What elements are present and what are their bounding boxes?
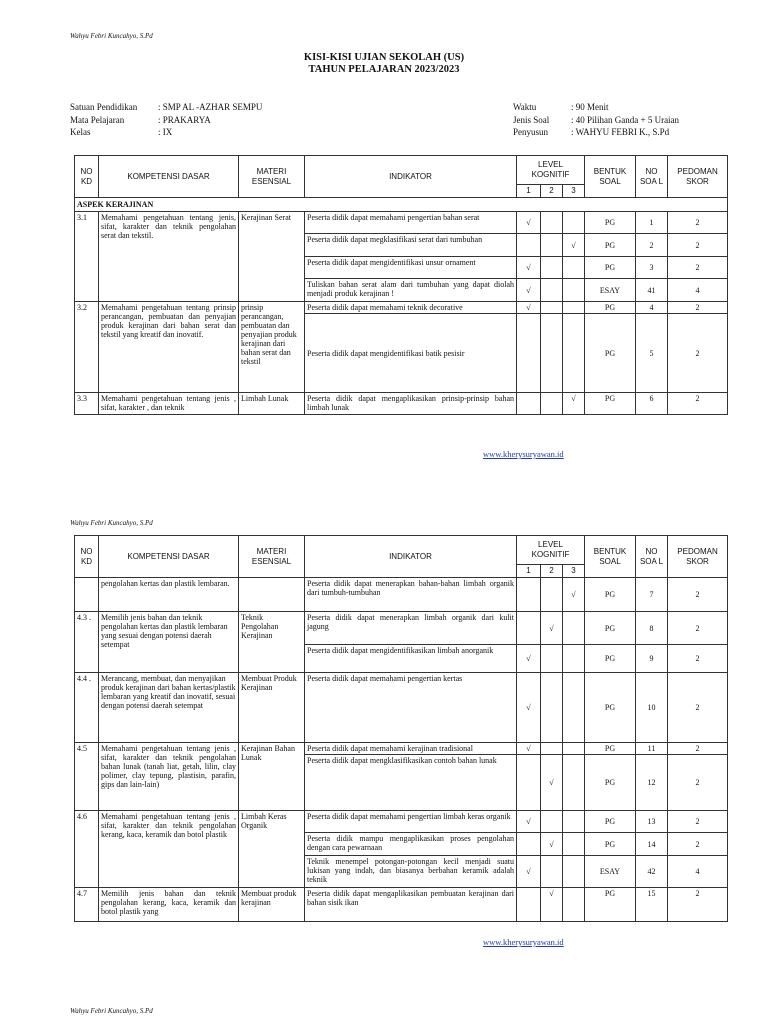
info-right bbox=[513, 101, 679, 139]
no-soal: 3 bbox=[636, 257, 668, 279]
skor: 2 bbox=[668, 212, 728, 234]
check-mark: √ bbox=[517, 645, 541, 673]
skor: 2 bbox=[668, 257, 728, 279]
no-soal: 6 bbox=[636, 393, 668, 415]
check-mark: √ bbox=[517, 279, 541, 302]
bentuk-soal: PG bbox=[585, 212, 636, 234]
bentuk-soal: PG bbox=[585, 743, 636, 755]
no-soal: 12 bbox=[636, 755, 668, 811]
info-label: Satuan Pendidikan bbox=[70, 102, 138, 112]
header-level-3: 3 bbox=[563, 565, 585, 578]
info-label: Jenis Soal bbox=[513, 114, 550, 125]
skor: 2 bbox=[668, 578, 728, 612]
header-level-kognitif: LEVEL KOGNITIF bbox=[517, 536, 585, 565]
header-bentuk-soal: BENTUK SOAL bbox=[585, 156, 636, 198]
no-soal: 11 bbox=[636, 743, 668, 755]
header-kompetensi-dasar: KOMPETENSI DASAR bbox=[99, 536, 239, 578]
kd-description: Memilih jenis bahan dan teknik pengolahan kerang, kaca, keramik dan botol plastik yang bbox=[99, 888, 239, 922]
skor: 4 bbox=[668, 856, 728, 888]
header-indikator: INDIKATOR bbox=[305, 536, 517, 578]
header-pedoman-skor: PEDOMAN SKOR bbox=[668, 156, 728, 198]
header-no-kd: NO KD bbox=[75, 156, 99, 198]
kd-number: 4.6 bbox=[75, 811, 99, 888]
check-mark: √ bbox=[517, 302, 541, 314]
indikator: Peserta didik mampu mengaplikasikan proses pengolahan dengan cara pewarnaan bbox=[305, 833, 517, 856]
info-label: Kelas bbox=[70, 127, 91, 137]
indikator: Peserta didik dapat menerapkan limbah organik dari kulit jagung bbox=[305, 612, 517, 645]
bentuk-soal: PG bbox=[585, 811, 636, 833]
skor: 2 bbox=[668, 645, 728, 673]
info-value: : IX bbox=[158, 127, 173, 137]
check-mark: √ bbox=[517, 257, 541, 279]
header-kompetensi-dasar: KOMPETENSI DASAR bbox=[99, 156, 239, 198]
kd-description: pengolahan kertas dan plastik lembaran. bbox=[99, 578, 239, 612]
header-no-soal: NO SOA L bbox=[636, 536, 668, 578]
indikator: Peserta didik dapat mengaplikasikan prinsip-prinsip bahan limbah lunak bbox=[305, 393, 517, 415]
info-value: : 90 Menit bbox=[571, 102, 609, 112]
materi-esensial: Membuat Produk Kerajinan bbox=[239, 673, 305, 743]
skor: 2 bbox=[668, 833, 728, 856]
no-soal: 15 bbox=[636, 888, 668, 922]
check-mark: √ bbox=[541, 612, 563, 645]
bentuk-soal: PG bbox=[585, 234, 636, 257]
skor: 2 bbox=[668, 612, 728, 645]
materi-esensial: Kerajinan Serat bbox=[239, 212, 305, 302]
indikator: Peserta didik dapat memahami pengertian bahan serat bbox=[305, 212, 517, 234]
indikator: Peserta didik dapat mengidentifikasikan limbah anorganik bbox=[305, 645, 517, 673]
check-mark: √ bbox=[541, 833, 563, 856]
info-value: : PRAKARYA bbox=[158, 114, 211, 125]
skor: 2 bbox=[668, 302, 728, 314]
kd-number: 3.2 bbox=[75, 302, 99, 393]
no-soal: 4 bbox=[636, 302, 668, 314]
no-soal: 5 bbox=[636, 314, 668, 393]
header-indikator: INDIKATOR bbox=[305, 156, 517, 198]
kd-description: Memahami pengetahuan tentang jenis , sifat, karakter dan teknik pengolahan bahan lunak (tanah liat, getah, lilin, clay polimer, clay tepung, plastisin, parafin, gips dan lain-lain) bbox=[99, 743, 239, 811]
info-value: : 40 Pilihan Ganda + 5 Uraian bbox=[571, 114, 680, 125]
indikator: Peserta didik dapat mengidentifikasi unsur ornament bbox=[305, 257, 517, 279]
bentuk-soal: PG bbox=[585, 578, 636, 612]
no-soal: 13 bbox=[636, 811, 668, 833]
check-mark: √ bbox=[563, 393, 585, 415]
indikator: Peserta didik dapat mengaplikasikan pembuatan kerajinan dari bahan sisik ikan bbox=[305, 888, 517, 922]
materi-esensial: Kerajinan Bahan Lunak bbox=[239, 743, 305, 811]
website-link[interactable]: www.kherysuryawan.id bbox=[483, 937, 564, 947]
website-link[interactable]: www.kherysuryawan.id bbox=[483, 449, 564, 459]
info-left bbox=[70, 101, 262, 139]
bentuk-soal: PG bbox=[585, 302, 636, 314]
skor: 2 bbox=[668, 314, 728, 393]
author-name: Wahyu Febri Kuncahyo, S.Pd bbox=[70, 32, 153, 40]
kisi-table-page2 bbox=[74, 535, 728, 922]
info-value: : WAHYU FEBRI K., S.Pd bbox=[571, 127, 670, 137]
kd-number: 4.5 bbox=[75, 743, 99, 811]
info-label: Mata Pelajaran bbox=[70, 114, 125, 125]
bentuk-soal: PG bbox=[585, 393, 636, 415]
kd-number: 3.3 bbox=[75, 393, 99, 415]
materi-esensial: Membuat produk kerajinan bbox=[239, 888, 305, 922]
indikator: Peserta didik dapat memahami kerajinan tradisional bbox=[305, 743, 517, 755]
document-title: KISI-KISI UJIAN SEKOLAH (US) bbox=[303, 52, 465, 63]
skor: 2 bbox=[668, 673, 728, 743]
header-no-kd: NO KD bbox=[75, 536, 99, 578]
kd-number: 3.1 bbox=[75, 212, 99, 302]
check-mark: √ bbox=[517, 856, 541, 888]
kd-number: 4.3 . bbox=[75, 612, 99, 673]
kd-number: 4.4 . bbox=[75, 673, 99, 743]
skor: 4 bbox=[668, 279, 728, 302]
header-level-1: 1 bbox=[517, 185, 541, 198]
info-label: Waktu bbox=[513, 102, 537, 112]
author-name: Wahyu Febri Kuncahyo, S.Pd bbox=[70, 1007, 153, 1015]
skor: 2 bbox=[668, 393, 728, 415]
materi-esensial: Limbah Lunak bbox=[239, 393, 305, 415]
header-level-2: 2 bbox=[541, 185, 563, 198]
header-materi-esensial: MATERI ESENSIAL bbox=[239, 156, 305, 198]
check-mark: √ bbox=[541, 755, 563, 811]
indikator: Peserta didik dapat memahami pengertian limbah keras organik bbox=[305, 811, 517, 833]
document-subtitle: TAHUN PELAJARAN 2023/2023 bbox=[308, 64, 460, 75]
no-soal: 10 bbox=[636, 673, 668, 743]
check-mark: √ bbox=[517, 743, 541, 755]
kd-description: Memahami pengetahuan tentang jenis , sifat, karakter , dan teknik bbox=[99, 393, 239, 415]
skor: 2 bbox=[668, 755, 728, 811]
indikator: Peserta didik dapat menerapkan bahan-bahan limbah organik dari tumbuh-tumbuhan bbox=[305, 578, 517, 612]
header-bentuk-soal: BENTUK SOAL bbox=[585, 536, 636, 578]
header-no-soal: NO SOA L bbox=[636, 156, 668, 198]
no-soal: 42 bbox=[636, 856, 668, 888]
indikator: Peserta didik dapat megklasifikasi serat dari tumbuhan bbox=[305, 234, 517, 257]
kd-description: Memilih jenis bahan dan teknik pengolahan kertas dan plastik lembaran yang sesuai dengan potensi daerah setempat bbox=[99, 612, 239, 673]
bentuk-soal: ESAY bbox=[585, 279, 636, 302]
kd-description: Memahami pengetahuan tentang jenis , sifat, karakter dan teknik pengolahan kerang, kaca, keramik dan botol plastik bbox=[99, 811, 239, 888]
bentuk-soal: PG bbox=[585, 755, 636, 811]
header-level-2: 2 bbox=[541, 565, 563, 578]
no-soal: 8 bbox=[636, 612, 668, 645]
no-soal: 1 bbox=[636, 212, 668, 234]
no-soal: 2 bbox=[636, 234, 668, 257]
kd-description: Merancang, membuat, dan menyajikan produk kerajinan dari bahan kertas/plastik lembaran yang kreatif dan inovatif, sesuai dengan potensi daerah setempat bbox=[99, 673, 239, 743]
bentuk-soal: PG bbox=[585, 833, 636, 856]
bentuk-soal: PG bbox=[585, 645, 636, 673]
header-materi-esensial: MATERI ESENSIAL bbox=[239, 536, 305, 578]
no-soal: 9 bbox=[636, 645, 668, 673]
skor: 2 bbox=[668, 743, 728, 755]
indikator: Teknik menempel potongan-potongan kecil menjadi suatu lukisan yang indah, dan biasanya berbahan keramik adalah teknik bbox=[305, 856, 517, 888]
author-name: Wahyu Febri Kuncahyo, S.Pd bbox=[70, 519, 153, 527]
indikator: Tuliskan bahan serat alam dari tumbuhan yang dapat diolah menjadi produk kerajinan ! bbox=[305, 279, 517, 302]
check-mark: √ bbox=[541, 888, 563, 922]
kd-description: Memahami pengetahuan tentang jenis, sifat, karakter dan teknik pengolahan serat dan tekstil. bbox=[99, 212, 239, 302]
kisi-table-page1 bbox=[74, 155, 728, 415]
skor: 2 bbox=[668, 888, 728, 922]
no-soal: 7 bbox=[636, 578, 668, 612]
bentuk-soal: PG bbox=[585, 673, 636, 743]
info-label: Penyusun bbox=[513, 127, 549, 137]
check-mark: √ bbox=[517, 811, 541, 833]
info-value: : SMP AL -AZHAR SEMPU bbox=[158, 102, 263, 112]
indikator: Peserta didik dapat memahami pengertian kertas bbox=[305, 673, 517, 743]
no-soal: 41 bbox=[636, 279, 668, 302]
skor: 2 bbox=[668, 811, 728, 833]
check-mark: √ bbox=[563, 234, 585, 257]
indikator: Peserta didik dapat mengidentifikasi batik pesisir bbox=[305, 314, 517, 393]
check-mark: √ bbox=[517, 673, 541, 743]
bentuk-soal: PG bbox=[585, 612, 636, 645]
bentuk-soal: PG bbox=[585, 888, 636, 922]
no-soal: 14 bbox=[636, 833, 668, 856]
check-mark: √ bbox=[517, 212, 541, 234]
aspek-heading: ASPEK KERAJINAN bbox=[75, 198, 728, 212]
header-level-1: 1 bbox=[517, 565, 541, 578]
header-level-3: 3 bbox=[563, 185, 585, 198]
materi-esensial: prinsip perancangan, pembuatan dan penyajian produk kerajinan dari bahan serat dan tekstil bbox=[239, 302, 305, 393]
skor: 2 bbox=[668, 234, 728, 257]
header-pedoman-skor: PEDOMAN SKOR bbox=[668, 536, 728, 578]
materi-esensial: Teknik Pengolahan Kerajinan bbox=[239, 612, 305, 673]
bentuk-soal: PG bbox=[585, 257, 636, 279]
header-level-kognitif: LEVEL KOGNITIF bbox=[517, 156, 585, 185]
bentuk-soal: ESAY bbox=[585, 856, 636, 888]
materi-esensial: Limbah Keras Organik bbox=[239, 811, 305, 888]
kd-description: Memahami pengetahuan tentang prinsip perancangan, pembuatan dan penyajian produk kerajinan dari bahan serat dan tekstil yang kreatif dan inovatif. bbox=[99, 302, 239, 393]
bentuk-soal: PG bbox=[585, 314, 636, 393]
kd-number: 4.7 bbox=[75, 888, 99, 922]
indikator: Peserta didik dapat mengklasifikasikan contoh bahan lunak bbox=[305, 755, 517, 811]
indikator: Peserta didik dapat memahami teknik decorative bbox=[305, 302, 517, 314]
check-mark: √ bbox=[563, 578, 585, 612]
